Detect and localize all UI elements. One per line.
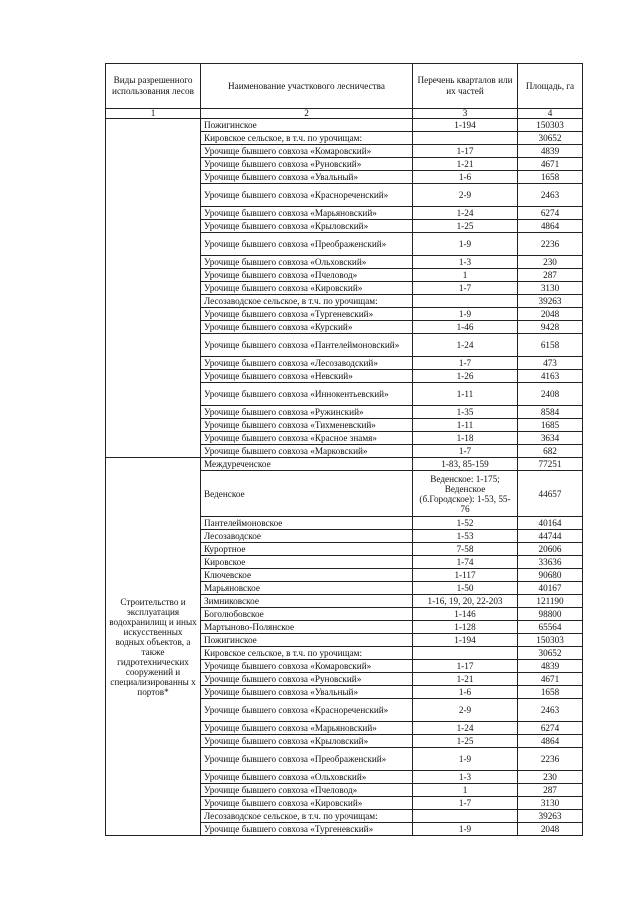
quarters-cell: 2-9 [413, 184, 518, 207]
area-cell: 4864 [518, 735, 583, 748]
area-cell: 230 [518, 256, 583, 269]
forestry-name-cell: Урочище бывшего совхоза «Пчеловод» [201, 784, 413, 797]
forestry-name-cell: Урочище бывшего совхоза «Марковский» [201, 445, 413, 458]
quarters-cell: 1-9 [413, 823, 518, 836]
forestry-name-cell: Урочище бывшего совхоза «Лесозаводский» [201, 357, 413, 370]
forestry-name-cell: Урочище бывшего совхоза «Руновский» [201, 158, 413, 171]
forestry-name-cell: Лесозаводское сельское, в т.ч. по урочищам: [201, 810, 413, 823]
quarters-cell: 1-21 [413, 673, 518, 686]
quarters-cell: 1-25 [413, 220, 518, 233]
forestry-name-cell: Урочище бывшего совхоза «Марьяновский» [201, 722, 413, 735]
table-row [106, 119, 583, 132]
area-cell: 30652 [518, 647, 583, 660]
area-cell: 3130 [518, 282, 583, 295]
forestry-name-cell: Урочище бывшего совхоза «Ольховский» [201, 256, 413, 269]
area-cell: 6274 [518, 207, 583, 220]
area-cell: 65564 [518, 621, 583, 634]
quarters-cell: 1-194 [413, 119, 518, 132]
area-cell: 150303 [518, 634, 583, 647]
quarters-cell: 1-24 [413, 334, 518, 357]
area-cell: 3634 [518, 432, 583, 445]
quarters-cell: Веденское: 1-175; Веденское (б.Городское): 1-53, 55-76 [413, 471, 518, 517]
area-cell: 2463 [518, 699, 583, 722]
area-cell: 1685 [518, 419, 583, 432]
area-cell: 98800 [518, 608, 583, 621]
quarters-cell: 1 [413, 269, 518, 282]
quarters-cell: 1-35 [413, 406, 518, 419]
column-number-4: 4 [518, 109, 583, 119]
forestry-name-cell: Пожигинское [201, 634, 413, 647]
column-number-3: 3 [413, 109, 518, 119]
quarters-cell: 1-52 [413, 517, 518, 530]
quarters-cell [413, 647, 518, 660]
area-cell: 44744 [518, 530, 583, 543]
forestry-name-cell: Зимниковское [201, 595, 413, 608]
forestry-name-cell: Урочище бывшего совхоза «Преображенский» [201, 748, 413, 771]
forestry-name-cell: Пожигинское [201, 119, 413, 132]
forestry-name-cell: Урочище бывшего совхоза «Тургеневский» [201, 308, 413, 321]
area-cell: 4163 [518, 370, 583, 383]
forestry-name-cell: Веденское [201, 471, 413, 517]
forestry-name-cell: Кировское сельское, в т.ч. по урочищам: [201, 647, 413, 660]
area-cell: 77251 [518, 458, 583, 471]
quarters-cell: 1-146 [413, 608, 518, 621]
quarters-cell: 1-7 [413, 282, 518, 295]
area-cell: 6274 [518, 722, 583, 735]
header-forestry-name: Наименование участкового лесничества [201, 64, 413, 109]
area-cell: 2048 [518, 823, 583, 836]
quarters-cell: 1-24 [413, 722, 518, 735]
quarters-cell: 1-9 [413, 308, 518, 321]
forestry-name-cell: Урочище бывшего совхоза «Комаровский» [201, 145, 413, 158]
forestry-name-cell: Урочище бывшего совхоза «Марьяновский» [201, 207, 413, 220]
forestry-name-cell: Урочище бывшего совхоза «Увальный» [201, 686, 413, 699]
quarters-cell: 1-11 [413, 383, 518, 406]
area-cell: 4671 [518, 673, 583, 686]
area-cell: 3130 [518, 797, 583, 810]
header-area: Площадь, га [518, 64, 583, 109]
area-cell: 473 [518, 357, 583, 370]
forestry-name-cell: Урочище бывшего совхоза «Ольховский» [201, 771, 413, 784]
quarters-cell: 1-117 [413, 569, 518, 582]
area-cell: 2048 [518, 308, 583, 321]
forestry-name-cell: Урочище бывшего совхоза «Руновский» [201, 673, 413, 686]
quarters-cell: 7-58 [413, 543, 518, 556]
area-cell: 2236 [518, 748, 583, 771]
quarters-cell: 1-46 [413, 321, 518, 334]
column-number-row [106, 109, 583, 119]
quarters-cell: 1-11 [413, 419, 518, 432]
quarters-cell: 1-194 [413, 634, 518, 647]
area-cell: 2408 [518, 383, 583, 406]
quarters-cell: 1-26 [413, 370, 518, 383]
forestry-name-cell: Урочище бывшего совхоза «Кировский» [201, 282, 413, 295]
forestry-name-cell: Урочище бывшего совхоза «Крыловский» [201, 735, 413, 748]
forestry-name-cell: Урочище бывшего совхоза «Ружинский» [201, 406, 413, 419]
forestry-name-cell: Урочище бывшего совхоза «Красное знамя» [201, 432, 413, 445]
area-cell: 20606 [518, 543, 583, 556]
forestry-name-cell: Урочище бывшего совхоза «Иннокентьевский» [201, 383, 413, 406]
table-header-row [106, 64, 583, 109]
quarters-cell: 1-3 [413, 256, 518, 269]
quarters-cell: 1-24 [413, 207, 518, 220]
header-usage-type: Виды разрешенного использования лесов [106, 64, 201, 109]
area-cell: 4671 [518, 158, 583, 171]
usage-type-cell: Строительство и эксплуатация водохранилищ и иных искусственных водных объектов, а также гидротехнических сооружений и специализированны х портов* [106, 458, 201, 836]
forestry-name-cell: Урочище бывшего совхоза «Комаровский» [201, 660, 413, 673]
quarters-cell: 1 [413, 784, 518, 797]
forestry-name-cell: Лесозаводское сельское, в т.ч. по урочищам: [201, 295, 413, 308]
forestry-name-cell: Урочище бывшего совхоза «Крыловский» [201, 220, 413, 233]
table-body [106, 119, 583, 836]
area-cell: 8584 [518, 406, 583, 419]
quarters-cell: 1-7 [413, 357, 518, 370]
area-cell: 39263 [518, 295, 583, 308]
area-cell: 30652 [518, 132, 583, 145]
area-cell: 44657 [518, 471, 583, 517]
forestry-name-cell: Кировское [201, 556, 413, 569]
area-cell: 33636 [518, 556, 583, 569]
forestry-name-cell: Урочище бывшего совхоза «Пантелеймоновский» [201, 334, 413, 357]
forestry-name-cell: Урочище бывшего совхоза «Краснореченский» [201, 184, 413, 207]
area-cell: 230 [518, 771, 583, 784]
forestry-name-cell: Ключевское [201, 569, 413, 582]
area-cell: 287 [518, 784, 583, 797]
quarters-cell: 1-21 [413, 158, 518, 171]
area-cell: 40164 [518, 517, 583, 530]
quarters-cell [413, 295, 518, 308]
quarters-cell: 1-128 [413, 621, 518, 634]
header-quarters-list: Перечень кварталов или их частей [413, 64, 518, 109]
usage-type-cell-empty [106, 119, 201, 458]
forestry-name-cell: Урочище бывшего совхоза «Невский» [201, 370, 413, 383]
quarters-cell: 1-6 [413, 171, 518, 184]
quarters-cell: 1-25 [413, 735, 518, 748]
area-cell: 39263 [518, 810, 583, 823]
quarters-cell: 1-9 [413, 233, 518, 256]
area-cell: 90680 [518, 569, 583, 582]
forestry-name-cell: Урочище бывшего совхоза «Тихменевский» [201, 419, 413, 432]
forest-usage-table [105, 63, 583, 836]
area-cell: 2236 [518, 233, 583, 256]
quarters-cell: 1-6 [413, 686, 518, 699]
forestry-name-cell: Кировское сельское, в т.ч. по урочищам: [201, 132, 413, 145]
forestry-name-cell: Лесозаводское [201, 530, 413, 543]
forestry-name-cell: Курортное [201, 543, 413, 556]
area-cell: 1658 [518, 171, 583, 184]
forestry-name-cell: Междуреченское [201, 458, 413, 471]
area-cell: 4839 [518, 145, 583, 158]
area-cell: 9428 [518, 321, 583, 334]
area-cell: 682 [518, 445, 583, 458]
forestry-name-cell: Урочище бывшего совхоза «Кировский» [201, 797, 413, 810]
area-cell: 4839 [518, 660, 583, 673]
quarters-cell: 1-3 [413, 771, 518, 784]
area-cell: 40167 [518, 582, 583, 595]
area-cell: 6158 [518, 334, 583, 357]
quarters-cell: 1-18 [413, 432, 518, 445]
table-row [106, 458, 583, 471]
quarters-cell: 1-9 [413, 748, 518, 771]
quarters-cell: 1-50 [413, 582, 518, 595]
forestry-name-cell: Пантелеймоновское [201, 517, 413, 530]
forestry-name-cell: Мартыново-Полянское [201, 621, 413, 634]
area-cell: 4864 [518, 220, 583, 233]
area-cell: 1658 [518, 686, 583, 699]
quarters-cell: 1-74 [413, 556, 518, 569]
quarters-cell: 1-53 [413, 530, 518, 543]
forestry-name-cell: Урочище бывшего совхоза «Преображенский» [201, 233, 413, 256]
forestry-name-cell: Урочище бывшего совхоза «Пчеловод» [201, 269, 413, 282]
column-number-1: 1 [106, 109, 201, 119]
area-cell: 121190 [518, 595, 583, 608]
forestry-name-cell: Урочище бывшего совхоза «Увальный» [201, 171, 413, 184]
quarters-cell [413, 810, 518, 823]
area-cell: 150303 [518, 119, 583, 132]
forestry-name-cell: Урочище бывшего совхоза «Курский» [201, 321, 413, 334]
quarters-cell: 1-17 [413, 145, 518, 158]
area-cell: 2463 [518, 184, 583, 207]
forestry-name-cell: Урочище бывшего совхоза «Краснореченский» [201, 699, 413, 722]
quarters-cell: 1-7 [413, 797, 518, 810]
quarters-cell: 1-7 [413, 445, 518, 458]
quarters-cell: 2-9 [413, 699, 518, 722]
area-cell: 287 [518, 269, 583, 282]
forestry-name-cell: Боголюбовское [201, 608, 413, 621]
quarters-cell: 1-16, 19, 20, 22-203 [413, 595, 518, 608]
column-number-2: 2 [201, 109, 413, 119]
forestry-name-cell: Урочище бывшего совхоза «Тургеневский» [201, 823, 413, 836]
quarters-cell: 1-17 [413, 660, 518, 673]
quarters-cell [413, 132, 518, 145]
forestry-name-cell: Марьяновское [201, 582, 413, 595]
quarters-cell: 1-83, 85-159 [413, 458, 518, 471]
